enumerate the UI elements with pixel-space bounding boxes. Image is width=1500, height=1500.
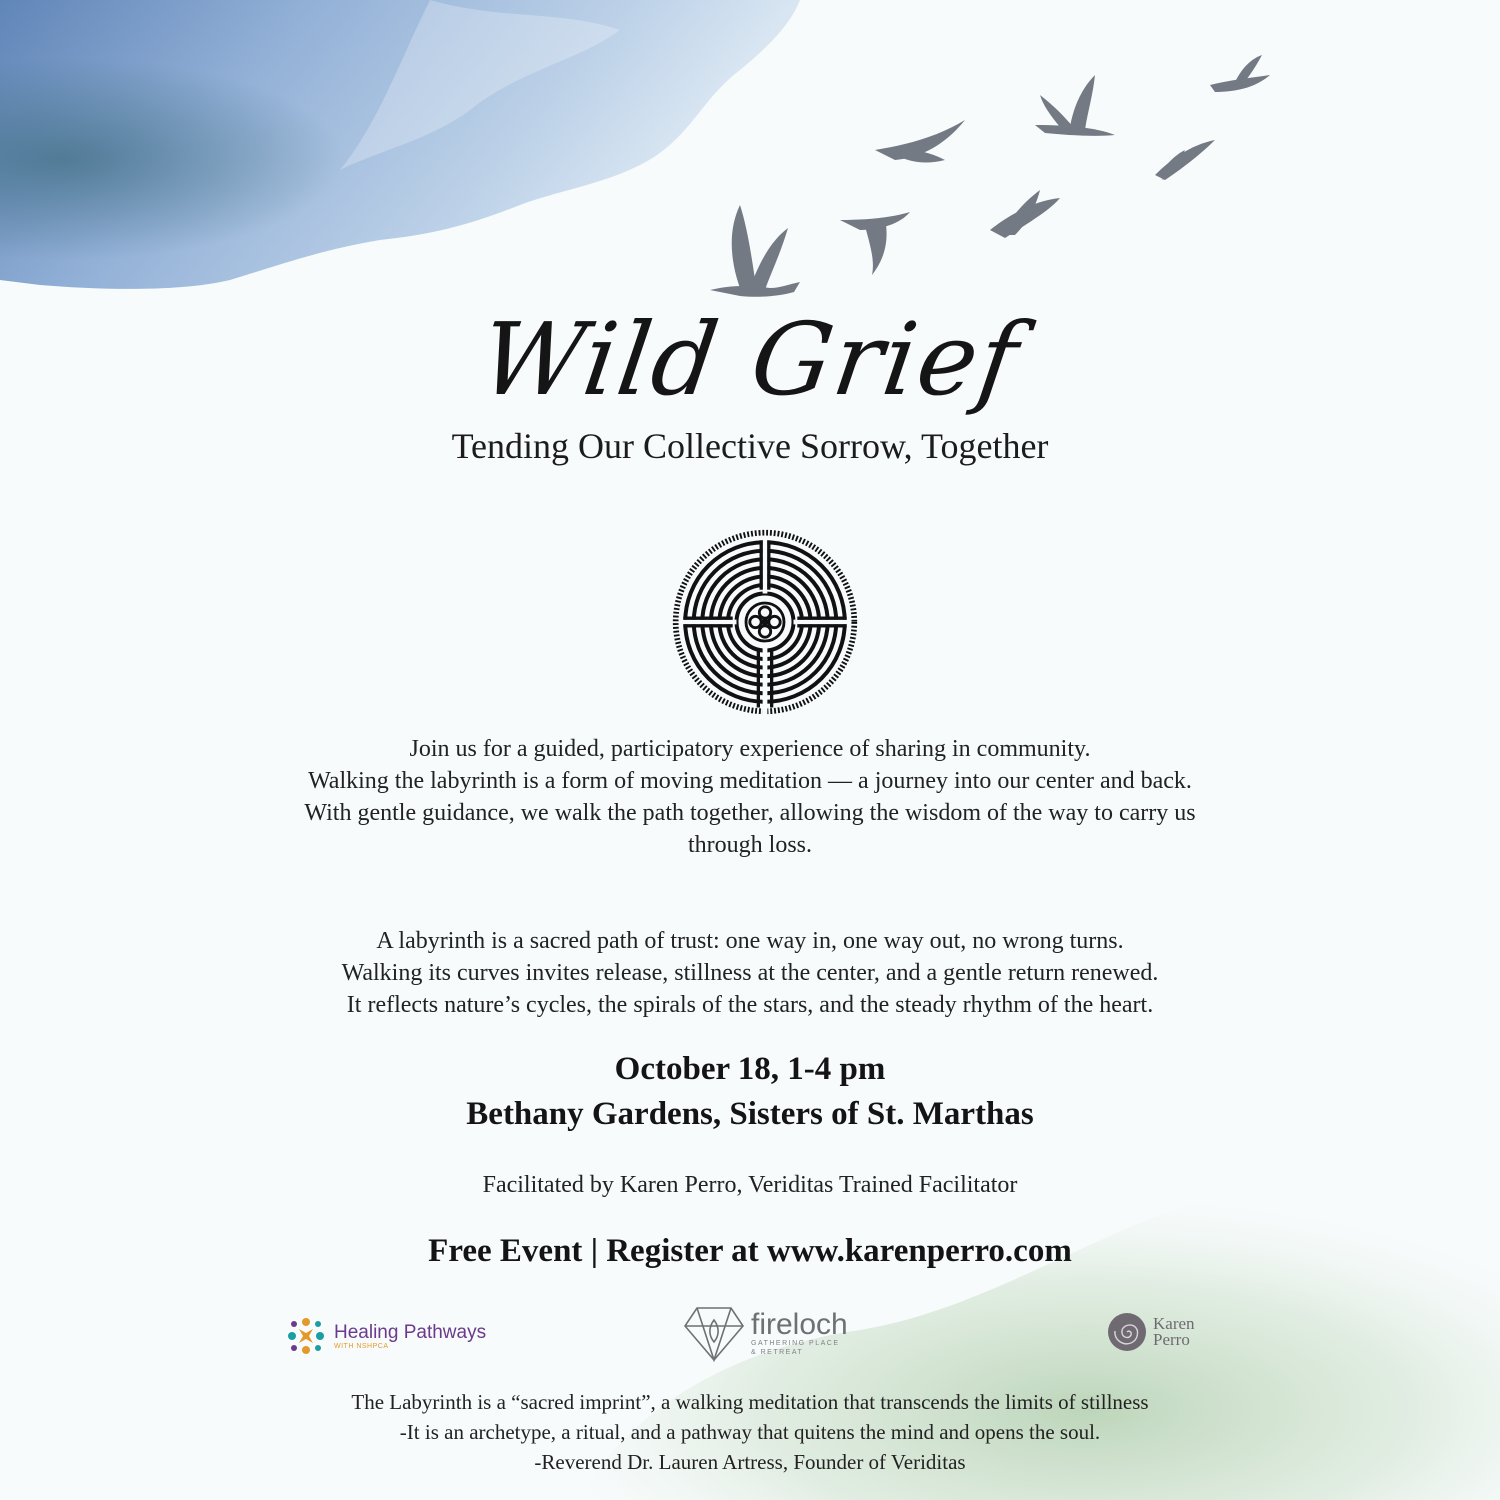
fireloch-name: fireloch: [751, 1308, 848, 1341]
karen-perro-logo[interactable]: [1107, 1312, 1195, 1352]
event-venue: Bethany Gardens, Sisters of St. Marthas: [466, 1096, 1034, 1132]
goose-2: [840, 212, 910, 275]
healing-pathways-sub: WITH NSHPCA: [334, 1342, 389, 1350]
quote-line: The Labyrinth is a “sacred imprint”, a walking meditation that transcends the limits of stillness: [351, 1390, 1149, 1414]
healing-pathways-logo-icon: [286, 1316, 326, 1356]
intro-line: With gentle guidance, we walk the path together, allowing the wisdom of the way to carry us: [304, 800, 1196, 826]
fireloch-sub-line1: GATHERING PLACE: [751, 1340, 840, 1347]
karen-perro-name-line1: Karen: [1153, 1314, 1195, 1333]
goose-3: [875, 120, 965, 162]
healing-pathways-name: Healing Pathways: [334, 1321, 487, 1343]
separator: |: [590, 1233, 598, 1269]
labyrinth-line: A labyrinth is a sacred path of trust: one way in, one way out, no wrong turns.: [376, 928, 1124, 954]
free-event-label: Free Event: [428, 1233, 583, 1269]
flying-geese-illustration: [690, 40, 1290, 310]
event-title: Wild Grief: [473, 301, 1027, 418]
goose-1: [710, 205, 800, 297]
artress-quote: [150, 1387, 1350, 1477]
register-line: [0, 1233, 1500, 1270]
register-label: Register at: [606, 1233, 759, 1269]
facilitator-credit: Facilitated by Karen Perro, Veriditas Trained Facilitator: [482, 1172, 1018, 1198]
event-date-time: October 18, 1-4 pm: [614, 1051, 886, 1087]
quote-line: -It is an archetype, a ritual, and a pathway that quitens the mind and opens the soul.: [399, 1420, 1101, 1444]
event-subtitle: Tending Our Collective Sorrow, Together: [451, 426, 1049, 466]
karen-perro-spiral-logo-icon: [1107, 1312, 1147, 1352]
healing-pathways-logo[interactable]: [286, 1316, 486, 1356]
fireloch-diamond-logo-icon: [683, 1306, 745, 1362]
fireloch-logo[interactable]: [683, 1306, 848, 1362]
goose-5: [1035, 75, 1115, 136]
labyrinth-icon: [670, 527, 860, 717]
labyrinth-line: Walking its curves invites release, stillness at the center, and a gentle return renewed.: [341, 960, 1159, 986]
labyrinth-line: It reflects nature’s cycles, the spirals of the stars, and the steady rhythm of the heart.: [346, 992, 1154, 1018]
intro-line: Walking the labyrinth is a form of moving meditation — a journey into our center and back.: [308, 768, 1192, 794]
goose-4: [990, 190, 1060, 238]
intro-line: through loss.: [687, 832, 812, 858]
goose-7: [1210, 55, 1270, 92]
quote-attribution: -Reverend Dr. Lauren Artress, Founder of Veriditas: [534, 1450, 966, 1474]
fireloch-sub-line2: & RETREAT: [751, 1349, 804, 1356]
goose-6: [1155, 140, 1215, 180]
labyrinth-paragraph: [150, 925, 1350, 1021]
intro-paragraph: [150, 733, 1350, 861]
register-link[interactable]: www.karenperro.com: [766, 1233, 1072, 1269]
karen-perro-name-line2: Perro: [1153, 1330, 1190, 1349]
intro-line: Join us for a guided, participatory experience of sharing in community.: [409, 736, 1091, 762]
